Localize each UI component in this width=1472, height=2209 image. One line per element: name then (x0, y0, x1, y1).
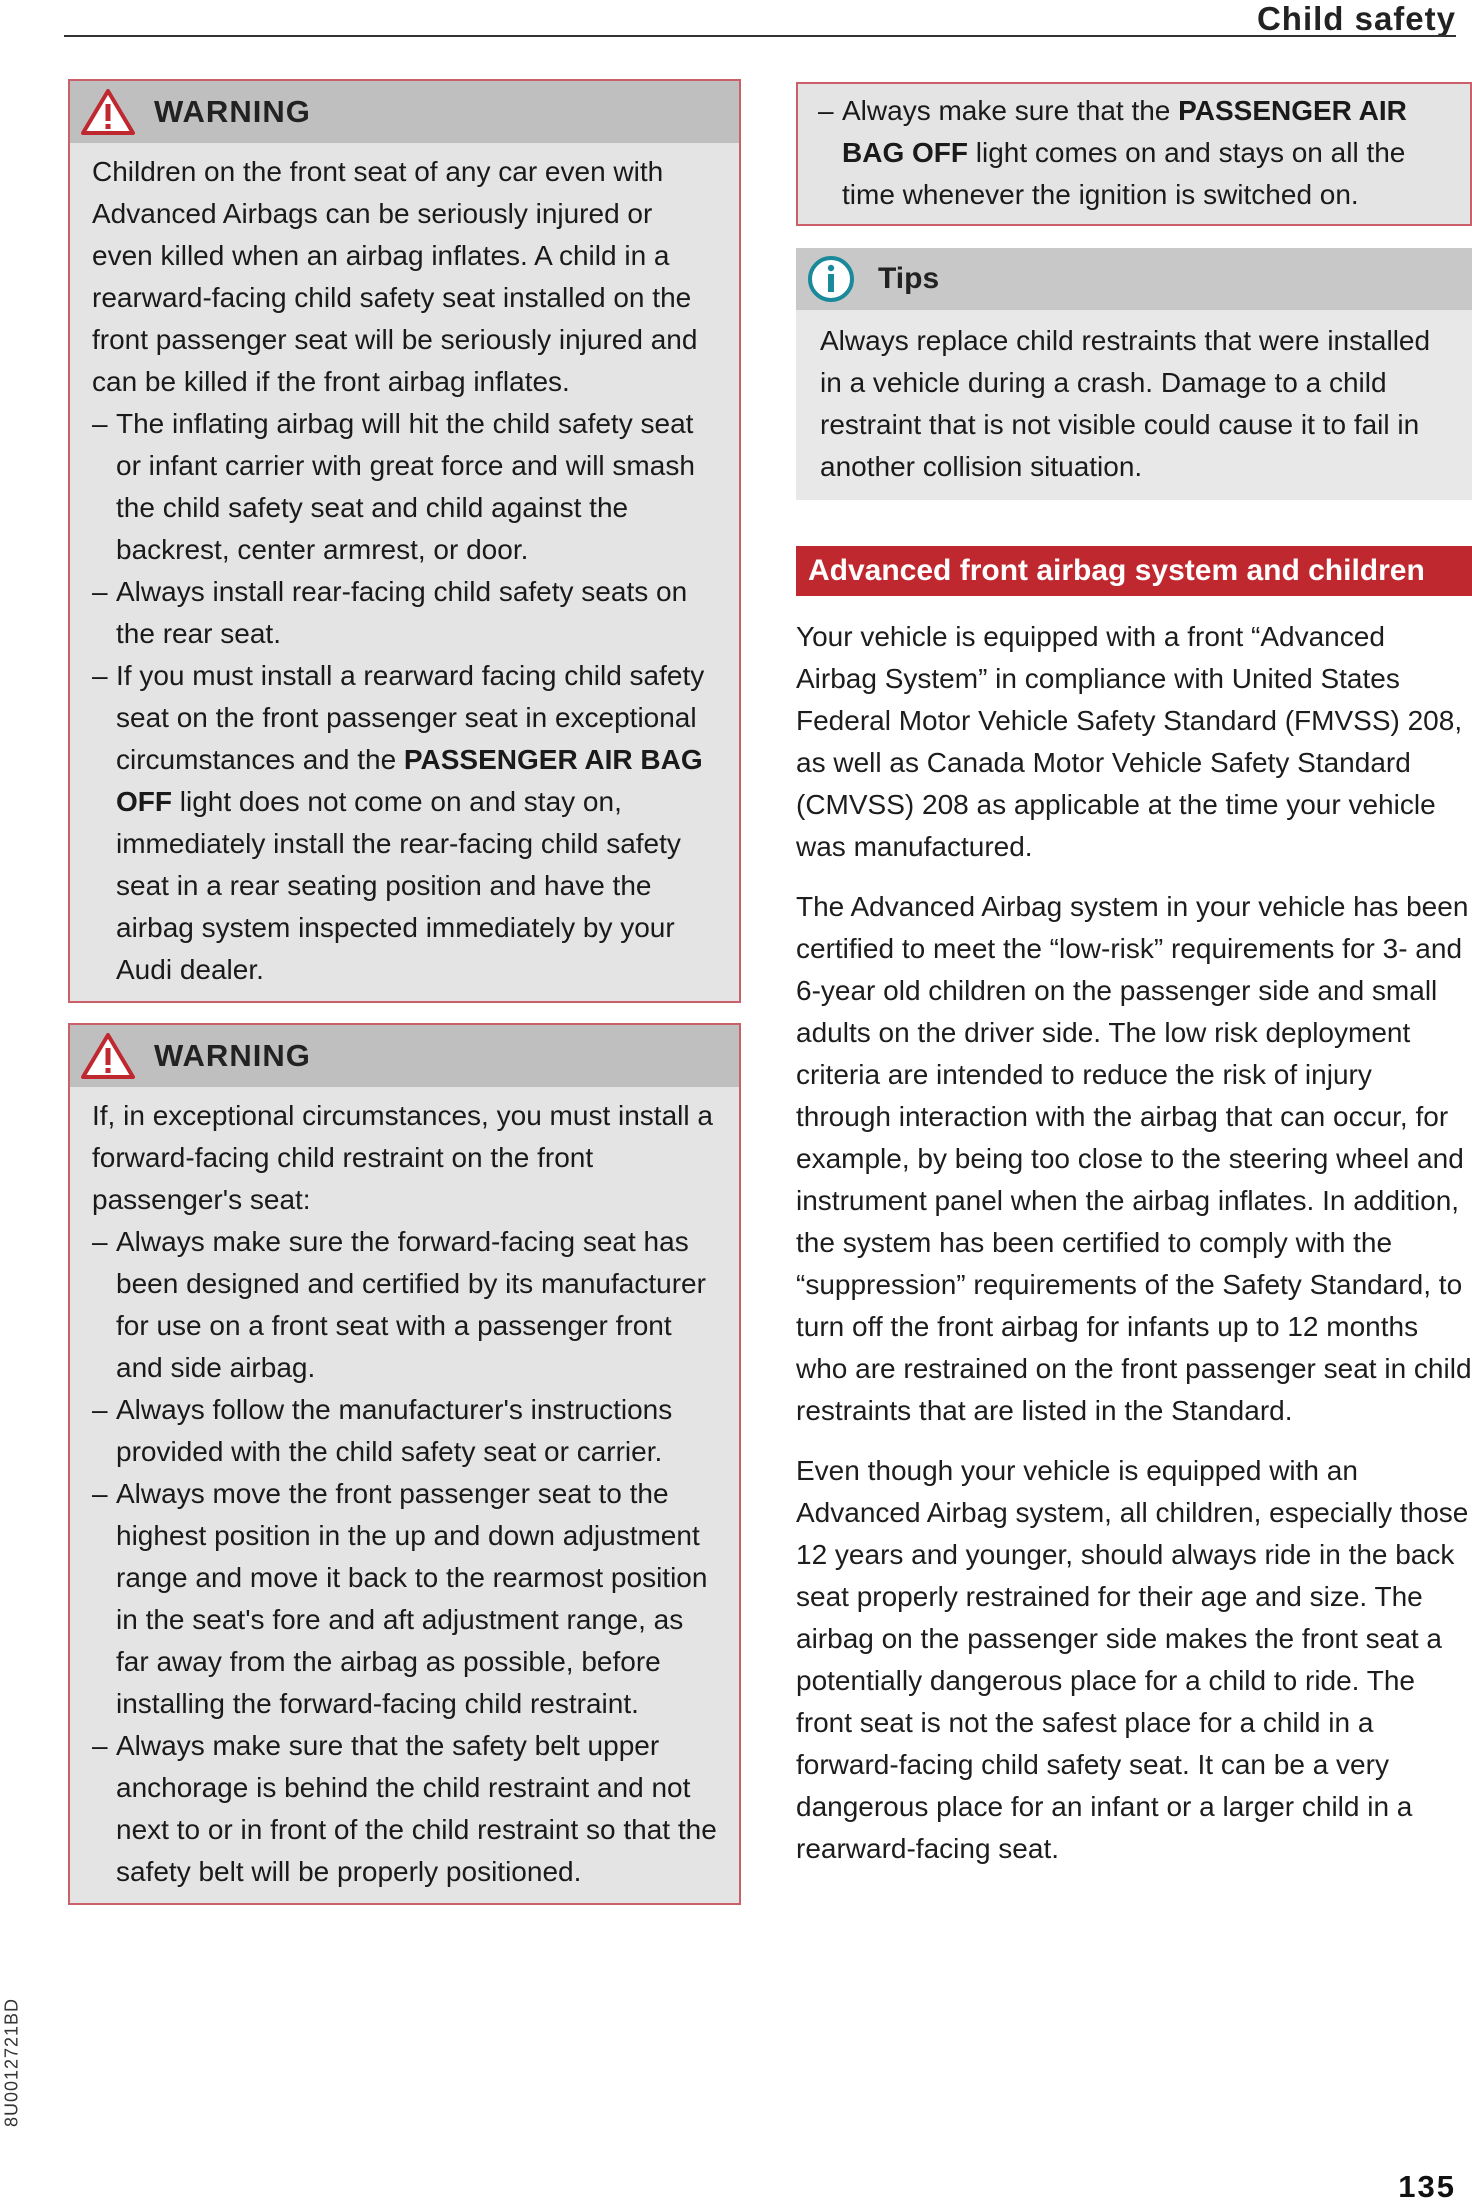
left-column (68, 79, 741, 1925)
warning-box-2 (68, 1023, 741, 1905)
warning-bullet: – Always follow the manufacturer's instructions provided with the child safety seat or carrier. (92, 1389, 719, 1473)
warning-bullet (92, 655, 719, 991)
warning-header-2 (70, 1025, 739, 1087)
indicator-name: PASSENGER AIR BAG OFF (116, 744, 703, 817)
tips-box (796, 248, 1472, 500)
warning-intro: If, in exceptional circumstances, you must install a forward-facing child restraint on the front passenger's seat: (92, 1100, 713, 1215)
warning-intro: Children on the front seat of any car even with Advanced Airbags can be seriously injured or even killed when an airbag inflates. A child in a rearward-facing child safety seat installed on the front passenger seat will be seriously injured and can be killed if the front airbag inflates. (92, 156, 698, 397)
warning-continuation-box (796, 82, 1472, 226)
tips-header (796, 248, 1472, 310)
warning-bullet (818, 90, 1450, 216)
warning-triangle-icon (80, 1032, 136, 1080)
page-number: 135 (1398, 2169, 1456, 2204)
document-code: 8U0012721BD (1, 1997, 22, 2128)
indicator-name: PASSENGER AIR BAG OFF (842, 95, 1407, 168)
bullet-text: light does not come on and stay on, immediately install the rear-facing child safety seat in a rear seating position and have the airbag system inspected immediately by your Audi dealer. (116, 786, 681, 985)
bullet-text: If you must install a rearward facing child safety seat on the front passenger seat in exceptional circumstances and the (116, 660, 705, 775)
page-header-title: Child safety (1256, 0, 1456, 37)
warning-title: WARNING (154, 1038, 311, 1073)
warning-title: WARNING (154, 94, 311, 129)
tips-title: Tips (878, 262, 940, 295)
section-heading: Advanced front airbag system and children (796, 546, 1472, 596)
warning-bullet: – Always make sure that the safety belt upper anchorage is behind the child restraint and not next to or in front of the child restraint so that the safety belt will be properly positioned. (92, 1725, 719, 1893)
bullet-text: light comes on and stays on all the time whenever the ignition is switched on. (842, 137, 1406, 210)
warning-body-1 (70, 143, 739, 1001)
header-divider (64, 35, 1456, 37)
paragraph: Your vehicle is equipped with a front “Advanced Airbag System” in compliance with United States Federal Motor Vehicle Safety Standard (FMVSS) 208, as well as Canada Motor Vehicle Safety Standard (CMVSS) 208 as applicable at the time your vehicle was manufactured. (796, 621, 1463, 862)
bullet-text: Always make sure that the (842, 95, 1179, 126)
warning-bullet: – Always move the front passenger seat to the highest position in the up and down adjustment range and move it back to the rearmost position in the seat's fore and aft adjustment range, as far away from the airbag as possible, before installing the forward-facing child restraint. (92, 1473, 719, 1725)
right-column (796, 82, 1472, 1888)
warning-body-2 (70, 1087, 739, 1903)
tips-body: Always replace child restraints that were installed in a vehicle during a crash. Damage to a child restraint that is not visible could cause it to fail in another collision situation. (820, 325, 1431, 482)
section-body (796, 616, 1472, 1870)
warning-header-1 (70, 81, 739, 143)
warning-box-1 (68, 79, 741, 1003)
paragraph: Even though your vehicle is equipped with an Advanced Airbag system, all children, especially those 12 years and younger, should always ride in the back seat properly restrained for their age and size. The airbag on the passenger side makes the front seat a potentially dangerous place for a child to ride. The front seat is not the safest place for a child in a forward-facing child safety seat. It can be a very dangerous place for an infant or a larger child in a rearward-facing seat. (796, 1455, 1469, 1864)
warning-bullet: – The inflating airbag will hit the child safety seat or infant carrier with great force and will smash the child safety seat and child against the backrest, center armrest, or door. (92, 403, 719, 571)
warning-bullet: – Always make sure the forward-facing seat has been designed and certified by its manufacturer for use on a front seat with a passenger front and side airbag. (92, 1221, 719, 1389)
paragraph: The Advanced Airbag system in your vehicle has been certified to meet the “low-risk” requirements for 3- and 6-year old children on the passenger side and small adults on the driver side. The low risk deployment criteria are intended to reduce the risk of injury through interaction with the airbag that can occur, for example, by being too close to the steering wheel and instrument panel when the airbag inflates. In addition, the system has been certified to comply with the “suppression” requirements of the Safety Standard, to turn off the front airbag for infants up to 12 months who are restrained on the front passenger seat in child restraints that are listed in the Standard. (796, 891, 1472, 1426)
warning-bullet: – Always install rear-facing child safety seats on the rear seat. (92, 571, 719, 655)
warning-triangle-icon (80, 88, 136, 136)
info-icon (806, 254, 856, 304)
